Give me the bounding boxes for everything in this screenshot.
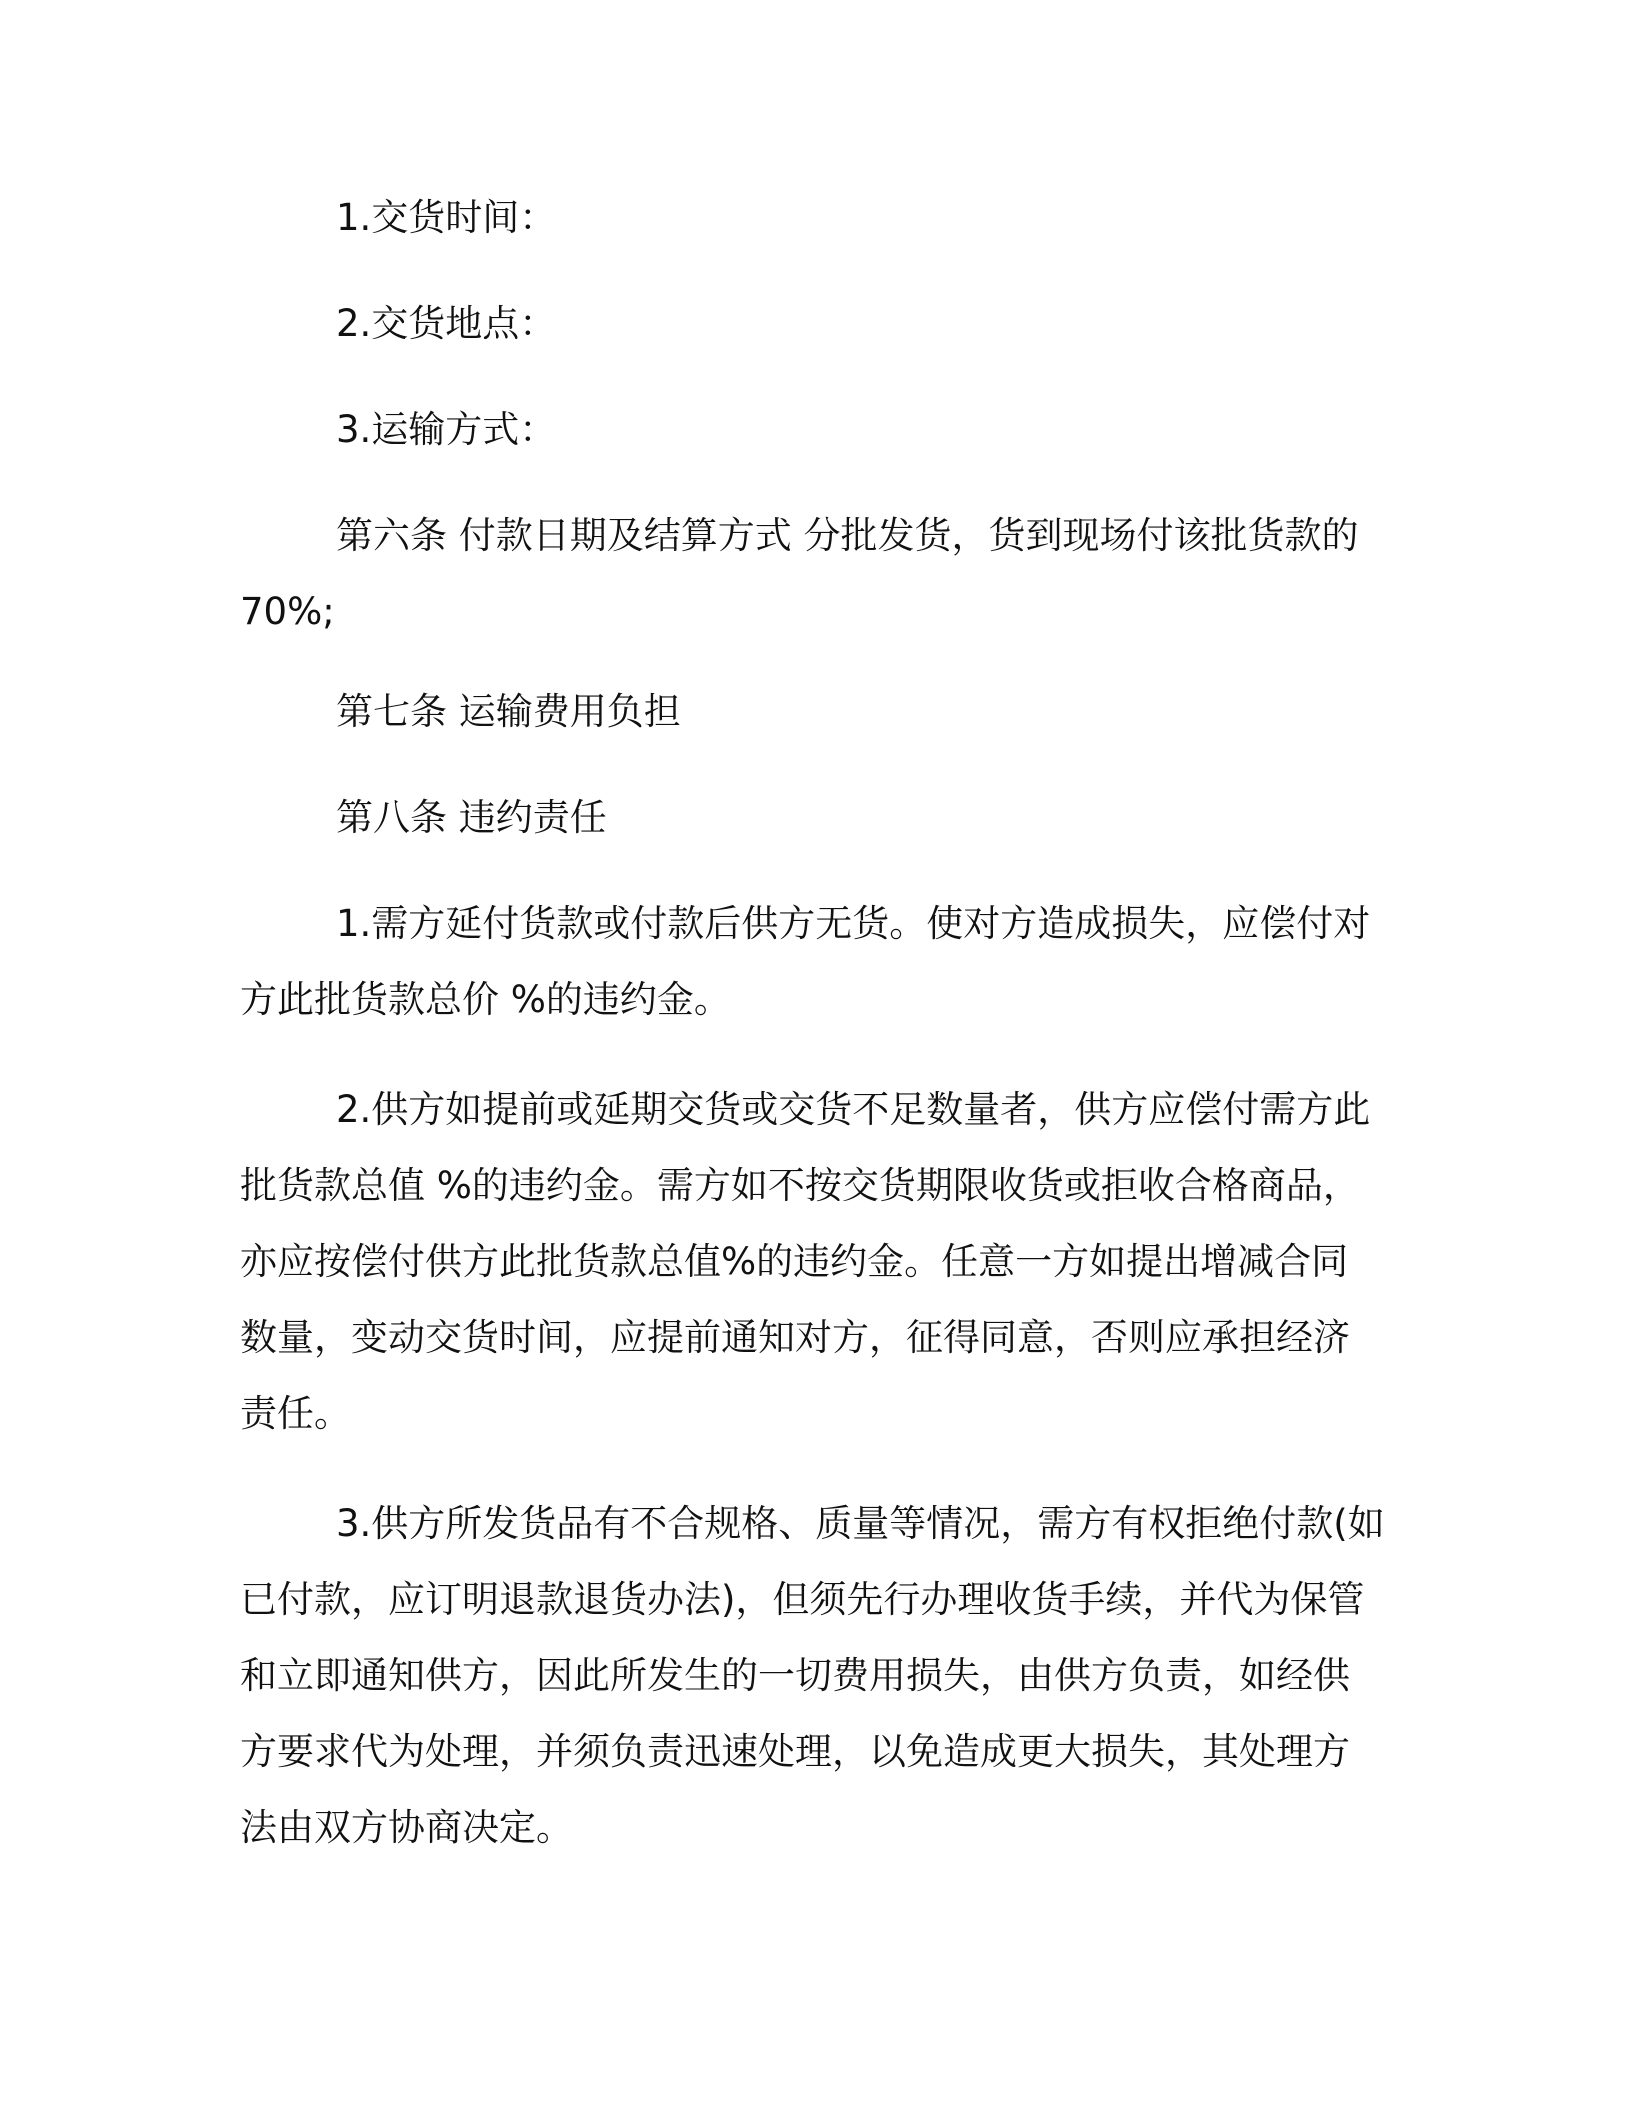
clause-2-line-4: 数量，变动交货时间，应提前通知对方，征得同意，否则应承担经济 — [240, 1316, 1350, 1359]
article-8-title: 第八条 违约责任 — [336, 796, 607, 839]
clause-3-line-4: 方要求代为处理，并须负责迅速处理，以免造成更大损失，其处理方 — [240, 1730, 1350, 1773]
clause-3-line-5: 法由双方协商决定。 — [240, 1806, 573, 1849]
clause-2-line-5: 责任。 — [240, 1392, 351, 1435]
clause-1-line-1: 1.需方延付货款或付款后供方无货。使对方造成损失，应偿付对 — [336, 902, 1371, 945]
article-7-title: 第七条 运输费用负担 — [336, 690, 681, 733]
document-body — [240, 180, 1390, 1866]
clause-2-line-2: 批货款总值 %的违约金。需方如不按交货期限收货或拒收合格商品， — [240, 1164, 1360, 1207]
delivery-location-line: 2.交货地点： — [336, 302, 557, 345]
clause-3-line-2: 已付款，应订明退款退货办法)，但须先行办理收货手续，并代为保管 — [240, 1578, 1365, 1621]
article-6-line-2: 70%; — [240, 590, 335, 633]
clause-3-line-1: 3.供方所发货品有不合规格、质量等情况，需方有权拒绝付款(如 — [336, 1502, 1385, 1545]
clause-2-line-3: 亦应按偿付供方此批货款总值%的违约金。任意一方如提出增减合同 — [240, 1240, 1349, 1283]
article-6-line-1: 第六条 付款日期及结算方式 分批发货，货到现场付该批货款的 — [336, 514, 1359, 557]
clause-1-line-2: 方此批货款总价 %的违约金。 — [240, 978, 731, 1021]
clause-2-line-1: 2.供方如提前或延期交货或交货不足数量者，供方应偿付需方此 — [336, 1088, 1371, 1131]
transport-method-line: 3.运输方式： — [336, 408, 557, 451]
clause-3-line-3: 和立即通知供方，因此所发生的一切费用损失，由供方负责，如经供 — [240, 1654, 1350, 1697]
delivery-time-line: 1.交货时间： — [336, 196, 557, 239]
